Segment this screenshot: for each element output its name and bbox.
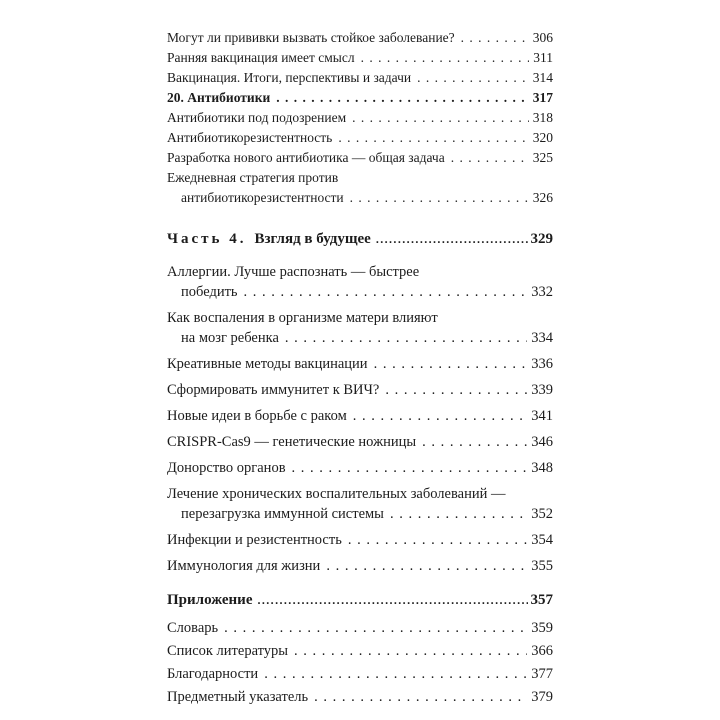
toc-line: [167, 148, 553, 168]
entry-page-number: 326: [532, 190, 553, 205]
toc-line: [167, 406, 553, 426]
entry-label: Благодарности: [167, 666, 259, 682]
entry-label: Инфекции и резистентность: [167, 532, 342, 548]
toc-entry: [167, 380, 553, 400]
dot-leader: [353, 406, 528, 426]
entry-page-number: 357: [530, 592, 553, 608]
entry-label: антибиотикорезистентности: [181, 190, 344, 205]
entry-label: CRISPR-Cas9 — генетические ножницы: [167, 434, 417, 450]
entry-label: Ранняя вакцинация имеет смысл: [167, 50, 355, 65]
entry-page-number: 354: [531, 532, 553, 548]
entry-label: Разработка нового антибиотика — общая задача: [167, 150, 445, 165]
part-number: Часть 4.: [167, 231, 247, 247]
dot-leader: [390, 504, 527, 524]
toc-line: [167, 282, 553, 302]
entry-label: Креативные методы вакцинации: [167, 356, 368, 372]
entry-label: Взгляд в будущее: [254, 231, 371, 247]
dot-leader: [224, 617, 527, 640]
toc-line: [167, 68, 553, 88]
toc-entry: [167, 663, 553, 686]
entry-label: Сформировать иммунитет к ВИЧ?: [167, 382, 380, 398]
dot-leader: [244, 282, 528, 302]
toc-line: [167, 128, 553, 148]
toc-entry: [167, 432, 553, 452]
toc-entry: [167, 484, 553, 524]
entry-page-number: 318: [532, 110, 553, 125]
entry-label: победить: [181, 284, 238, 300]
toc-entry: [167, 108, 553, 128]
dot-leader: [374, 354, 528, 374]
entry-page-number: 339: [531, 382, 553, 398]
toc-entry: [167, 686, 553, 709]
dot-leader: [451, 148, 529, 168]
dot-leader: [376, 229, 528, 249]
toc-line: [167, 308, 553, 328]
entry-page-number: 334: [531, 330, 553, 346]
toc-line: [167, 328, 553, 348]
toc-entry: [167, 148, 553, 168]
toc-entry: [167, 48, 553, 68]
dot-leader: [294, 640, 527, 663]
toc-block-part-header: [167, 229, 553, 249]
toc-line: [167, 458, 553, 478]
dot-leader: [385, 380, 527, 400]
toc-line: [167, 590, 553, 610]
toc-entry: [167, 406, 553, 426]
toc-entry: [167, 168, 553, 208]
dot-leader: [422, 432, 527, 452]
toc-entry: [167, 354, 553, 374]
toc-line: [167, 168, 553, 188]
entry-label: Иммунология для жизни: [167, 558, 321, 574]
entry-page-number: 320: [532, 130, 553, 145]
toc-entry: [167, 308, 553, 348]
entry-label: Могут ли прививки вызвать стойкое заболевание?: [167, 30, 455, 45]
dot-leader: [461, 28, 529, 48]
toc-line: [167, 663, 553, 686]
entry-page-number: 314: [532, 70, 553, 85]
entry-page-number: 377: [531, 666, 553, 682]
dot-leader: [361, 48, 530, 68]
entry-page-number: 379: [531, 689, 553, 705]
toc-line: [167, 188, 553, 208]
entry-label: на мозг ребенка: [181, 330, 279, 346]
toc-line: [167, 504, 553, 524]
toc-entry: [167, 88, 553, 108]
toc-entry: [167, 262, 553, 302]
toc-line: [167, 28, 553, 48]
toc-line: [167, 380, 553, 400]
dot-leader: [285, 328, 527, 348]
dot-leader: [338, 128, 528, 148]
dot-leader: [417, 68, 529, 88]
toc-line: [167, 354, 553, 374]
entry-page-number: 317: [532, 90, 553, 105]
toc-block-future-entries: [167, 262, 553, 576]
entry-label: Аллергии. Лучше распознать — быстрее: [167, 264, 420, 280]
toc-line: [167, 108, 553, 128]
toc-entry: [167, 229, 553, 249]
entry-label: Антибиотикорезистентность: [167, 130, 333, 145]
entry-page-number: 366: [531, 643, 553, 659]
toc-line: [167, 617, 553, 640]
toc-line: [167, 229, 553, 249]
table-of-contents-page: [167, 0, 553, 709]
toc-line: [167, 686, 553, 709]
entry-label: Список литературы: [167, 643, 289, 659]
entry-page-number: 348: [531, 460, 553, 476]
entry-label: Антибиотики под подозрением: [167, 110, 347, 125]
toc-line: [167, 432, 553, 452]
entry-label: Новые идеи в борьбе с раком: [167, 408, 347, 424]
entry-page-number: 359: [531, 620, 553, 636]
toc-entry: [167, 128, 553, 148]
entry-page-number: 341: [531, 408, 553, 424]
entry-page-number: 332: [531, 284, 553, 300]
toc-line: [167, 484, 553, 504]
toc-entry: [167, 530, 553, 550]
toc-entry: [167, 556, 553, 576]
entry-page-number: 355: [531, 558, 553, 574]
entry-page-number: 325: [532, 150, 553, 165]
toc-entry: [167, 28, 553, 48]
toc-entry: [167, 68, 553, 88]
toc-line: [167, 88, 553, 108]
toc-block-appendix-entries: [167, 617, 553, 709]
dot-leader: [257, 590, 527, 610]
entry-label: Донорство органов: [167, 460, 286, 476]
entry-page-number: 306: [532, 30, 553, 45]
entry-label: Лечение хронических воспалительных заболеваний —: [167, 486, 506, 502]
entry-page-number: 336: [531, 356, 553, 372]
dot-leader: [276, 88, 528, 108]
toc-entry: [167, 590, 553, 610]
entry-label: Предметный указатель: [167, 689, 309, 705]
toc-line: [167, 262, 553, 282]
entry-page-number: 346: [531, 434, 553, 450]
entry-label: Как воспаления в организме матери влияют: [167, 310, 438, 326]
toc-block-appendix-header: [167, 590, 553, 610]
entry-label: 20. Антибиотики: [167, 90, 271, 105]
dot-leader: [314, 686, 527, 709]
dot-leader: [264, 663, 527, 686]
toc-entry: [167, 458, 553, 478]
dot-leader: [326, 556, 527, 576]
toc-line: [167, 556, 553, 576]
toc-line: [167, 640, 553, 663]
dot-leader: [350, 188, 529, 208]
dot-leader: [352, 108, 529, 128]
dot-leader: [292, 458, 528, 478]
toc-entry: [167, 640, 553, 663]
toc-block-chapter-sub: [167, 28, 553, 208]
dot-leader: [348, 530, 527, 550]
entry-page-number: 352: [531, 506, 553, 522]
entry-page-number: 329: [530, 231, 553, 247]
toc-line: [167, 48, 553, 68]
entry-label: Приложение: [167, 592, 253, 608]
entry-label: перезагрузка иммунной системы: [181, 506, 384, 522]
toc-entry: [167, 617, 553, 640]
toc-line: [167, 530, 553, 550]
entry-label: Словарь: [167, 620, 219, 636]
entry-page-number: 311: [533, 50, 553, 65]
entry-label: Ежедневная стратегия против: [167, 170, 339, 185]
entry-label: Вакцинация. Итоги, перспективы и задачи: [167, 70, 412, 85]
